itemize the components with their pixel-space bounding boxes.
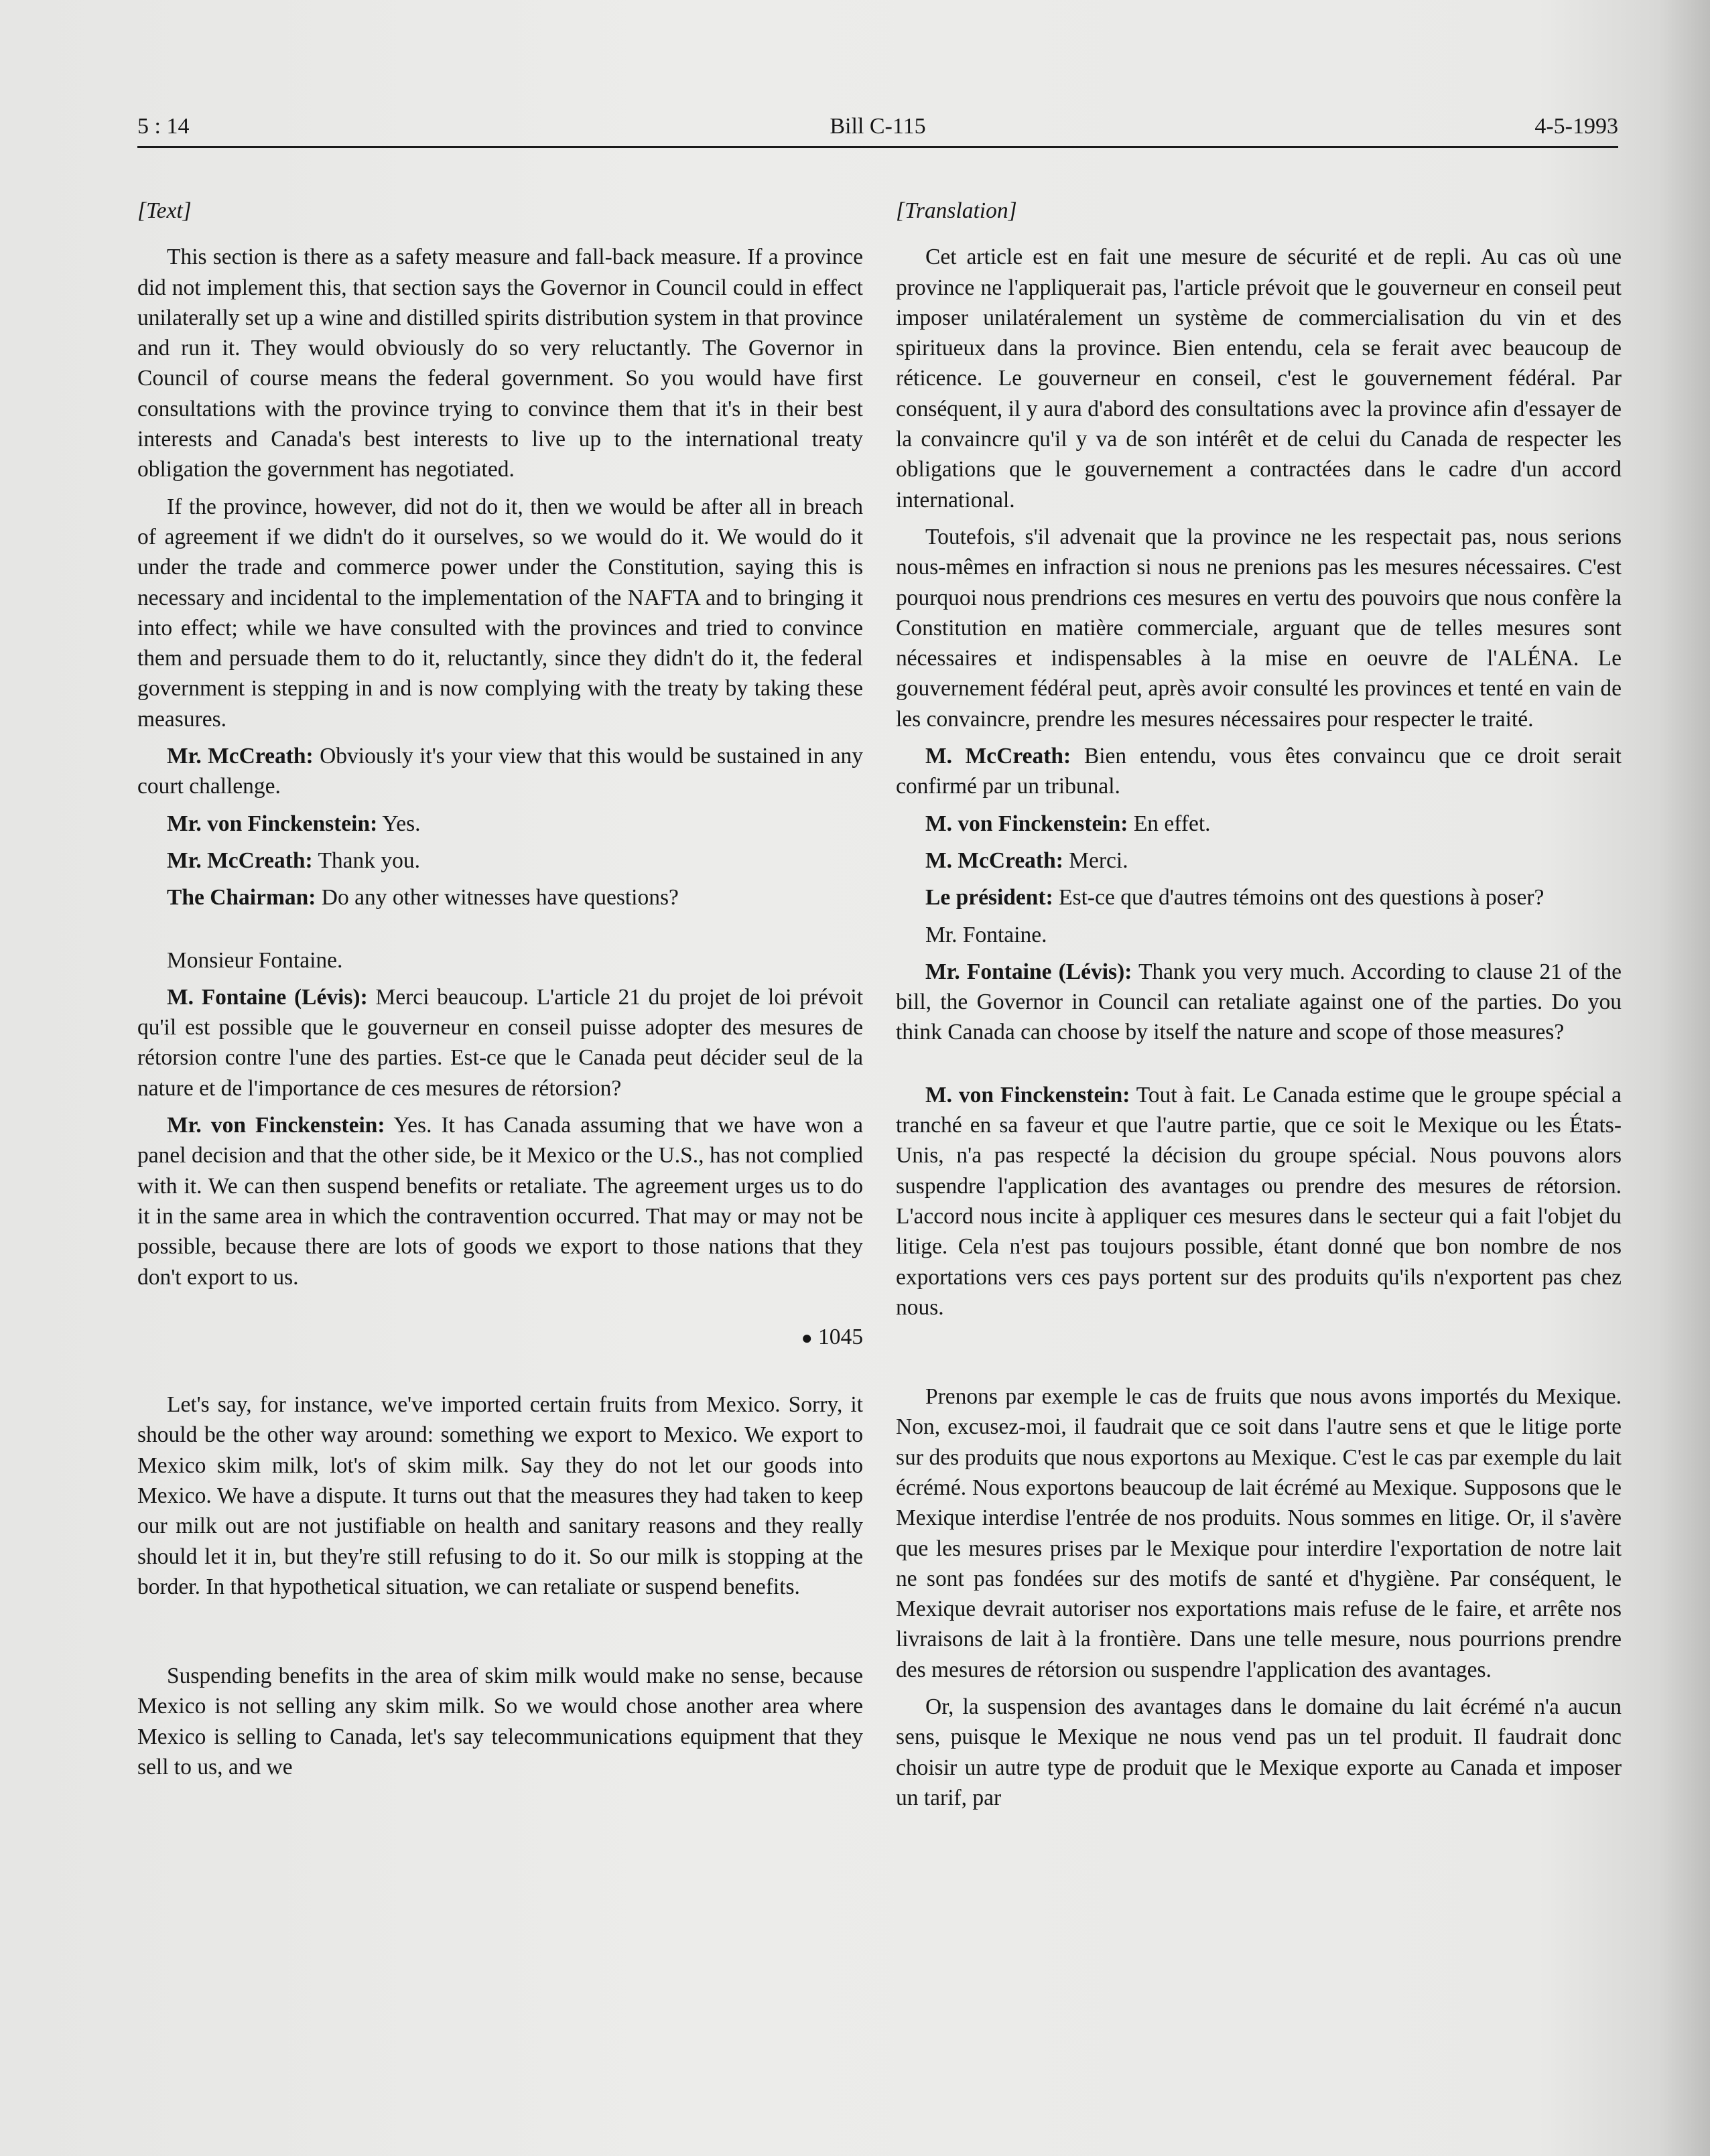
speech-text: En effet. xyxy=(1128,811,1211,836)
paragraph: Monsieur Fontaine. xyxy=(167,947,343,973)
speech-text: Est-ce que d'autres témoins ont des questions à poser? xyxy=(1053,885,1544,911)
paragraph: This section is there as a safety measure and fall-back measure. If a province did not implement this, that section says the Governor in Council could in effect unilaterally set up a wine and distilled spirits distribution system in that province and run it. They would obviously do so very reluctantly. The Governor in Council of course means the federal government. So you would have first consultations with the province trying to convince them that it's in their best interests and Canada's best interests to live up to the international treaty obligation the government has negotiated. xyxy=(137,245,863,482)
speaker-name: M. von Finckenstein: xyxy=(925,1082,1130,1107)
paragraph: Cet article est en fait une mesure de sécurité et de repli. Au cas où une province ne l'appliquerait pas, l'article prévoit que le gouverneur en conseil peut imposer unilatéralement un système de commercialisation du vin et des spiritueux dans la province. Bien entendu, cela se ferait avec beaucoup de réticence. Le gouverneur en conseil, c'est le gouvernement fédéral. Par conséquent, il y aura d'abord des consultations avec la province afin d'essayer de la convaincre qu'il y va de son intérêt et de celui du Canada de respecter les obligations que le gouvernement a contractées dans le cadre d'un accord international. xyxy=(896,245,1622,513)
paragraph xyxy=(896,809,1622,839)
page-date: 4-5-1993 xyxy=(1534,114,1618,139)
speech-text: Do any other witnesses have questions? xyxy=(316,885,679,911)
speaker-name: Mr. Fontaine (Lévis): xyxy=(925,959,1132,984)
speaker-name: Mr. von Finckenstein: xyxy=(167,811,378,836)
speech-text: Bien entendu, vous êtes convaincu que ce droit serait confirmé par un tribunal. xyxy=(896,744,1622,799)
speaker-name: Mr. McCreath: xyxy=(167,744,314,769)
paragraph xyxy=(137,809,863,839)
paragraph: Let's say, for instance, we've imported certain fruits from Mexico. Sorry, it should be the other way around: something we export to Mexico. We export to Mexico skim milk, lot's of skim milk. Say they do not let our goods into Mexico. We have a dispute. It turns out that the measures they had taken to keep our milk out are not justifiable on health and sanitary reasons and they really should let it in, but they're still refusing to do it. So our milk is stopping at the border. In that hypothetical situation, we can retaliate or suspend benefits. xyxy=(137,1392,863,1599)
speech-text: Merci. xyxy=(1063,848,1128,873)
speech-text: Merci beaucoup. L'article 21 du projet de loi prévoit qu'il est possible que le gouverneur en conseil puisse adopter des mesures de rétorsion contre l'une des parties. Est-ce que le Canada peut décider seul de la nature et de l'importance de ces mesures de rétorsion? xyxy=(137,984,864,1101)
paragraph xyxy=(137,982,863,1103)
speech-text: Yes. xyxy=(377,811,421,836)
speaker-name: M. McCreath: xyxy=(925,744,1071,769)
bill-title: Bill C-115 xyxy=(830,114,926,139)
speech-text: Obviously it's your view that this would be sustained in any court challenge. xyxy=(137,744,863,799)
paragraph xyxy=(896,846,1622,876)
paragraph: Suspending benefits in the area of skim milk would make no sense, because Mexico is not selling any skim milk. So we would chose another area where Mexico is selling to Canada, let's say telecommunications equipment that they sell to us, and we xyxy=(137,1664,863,1780)
time-marker xyxy=(137,1322,863,1353)
speaker-name: The Chairman: xyxy=(167,885,316,911)
column-label: [Text] xyxy=(137,198,192,223)
paragraph xyxy=(137,882,863,913)
speaker-name: Mr. von Finckenstein: xyxy=(167,1113,385,1138)
paragraph xyxy=(896,741,1622,802)
page-number: 5 : 14 xyxy=(137,114,190,139)
speech-text: Yes. It has Canada assuming that we have won a panel decision and that the other side, be it Mexico or the U.S., has not complied with it. We can then suspend benefits or retaliate. The agreement urges us to do it in the same area in which the contravention occurred. That may or may not be possible, because there are lots of goods we export to those nations that they don't export to us. xyxy=(137,1113,863,1290)
speaker-name: M. Fontaine (Lévis): xyxy=(167,984,368,1010)
speaker-name: Mr. McCreath: xyxy=(167,848,313,873)
paragraph xyxy=(137,1110,863,1292)
speech-text: Thank you very much. According to clause 21 of the bill, the Governor in Council can retaliate against one of the parties. Do you think Canada can choose by itself the nature and scope of those measures? xyxy=(896,959,1622,1045)
speech-text: Tout à fait. Le Canada estime que le groupe spécial a tranché en sa faveur et que l'autre partie, que ce soit le Mexique ou les États-Unis, n'a pas respecté la décision du groupe spécial. Nous pouvons alors suspendre l'application des avantages ou prendre des mesures de rétorsion. L'accord nous incite à appliquer ces mesures dans le secteur qui a fait l'objet du litige. Cela n'est pas toujours possible, étant donné que bon nombre de nos exportations vers ces pays portent sur des produits qu'ils n'exportent pas chez nous. xyxy=(896,1082,1622,1320)
bullet-icon: ● xyxy=(801,1327,813,1349)
paragraph xyxy=(896,1080,1622,1323)
time-stamp: 1045 xyxy=(812,1324,863,1349)
french-column xyxy=(896,196,1622,1820)
header-rule xyxy=(137,146,1618,148)
paragraph: Toutefois, s'il advenait que la province ne les respectait pas, nous serions nous-mêmes en infraction si nous ne prenions pas les mesures nécessaires. C'est pourquoi nous prendrions ces mesures en vertu des pouvoirs que nous confère la Constitution en matière commerciale, arguant que de telles mesures sont nécessaires et indispensables à la mise en oeuvre de l'ALÉNA. Le gouvernement fédéral peut, après avoir consulté les provinces et tenté en vain de les convaincre, prendre les mesures nécessaires pour respecter le traité. xyxy=(896,524,1622,732)
paragraph: Mr. Fontaine. xyxy=(925,922,1047,947)
paragraph: If the province, however, did not do it, then we would be after all in breach of agreement if we didn't do it ourselves, so we would do it. We would do it under the trade and commerce power under the Constitution, saying this is necessary and incidental to the implementation of the NAFTA and to bringing it into effect; while we have consulted with the provinces and tried to convince them and persuade them to do it, reluctantly, since they didn't do it, the federal government is stepping in and is now complying with the treaty by taking these measures. xyxy=(137,494,863,732)
page-header xyxy=(137,114,1618,149)
english-column xyxy=(137,196,863,1789)
speaker-name: Le président: xyxy=(925,885,1053,911)
speaker-name: M. von Finckenstein: xyxy=(925,811,1128,836)
speaker-name: M. McCreath: xyxy=(925,848,1063,873)
speech-text: Thank you. xyxy=(312,848,421,873)
paragraph xyxy=(896,957,1622,1048)
column-label: [Translation] xyxy=(896,198,1017,223)
paragraph xyxy=(896,882,1622,913)
paragraph xyxy=(137,846,863,876)
paragraph xyxy=(137,741,863,802)
paragraph: Or, la suspension des avantages dans le domaine du lait écrémé n'a aucun sens, puisque le Mexique ne nous vend pas un tel produit. Il faudrait donc choisir un autre type de produit que le Mexique exporte au Canada et imposer un tarif, par xyxy=(896,1694,1622,1810)
paragraph: Prenons par exemple le cas de fruits que nous avons importés du Mexique. Non, excusez-moi, il faudrait que ce soit dans l'autre sens et que le litige porte sur des produits que nous exportons au Mexique. C'est le cas par exemple du lait écrémé. Nous exportons beaucoup de lait écrémé au Mexique. Supposons que le Mexique interdise l'entrée de nos produits. Nous sommes en litige. Or, il s'avère que les mesures prises par le Mexique pour interdire l'exportation de notre lait ne sont pas fondées sur des motifs de santé et d'hygiène. Par conséquent, le Mexique devrait autoriser nos exportations mais refuse de le faire, et arrête nos livraisons de lait à la frontière. Dans une telle mesure, nous pourrions prendre des mesures de rétorsion ou suspendre l'application des avantages. xyxy=(896,1384,1622,1682)
